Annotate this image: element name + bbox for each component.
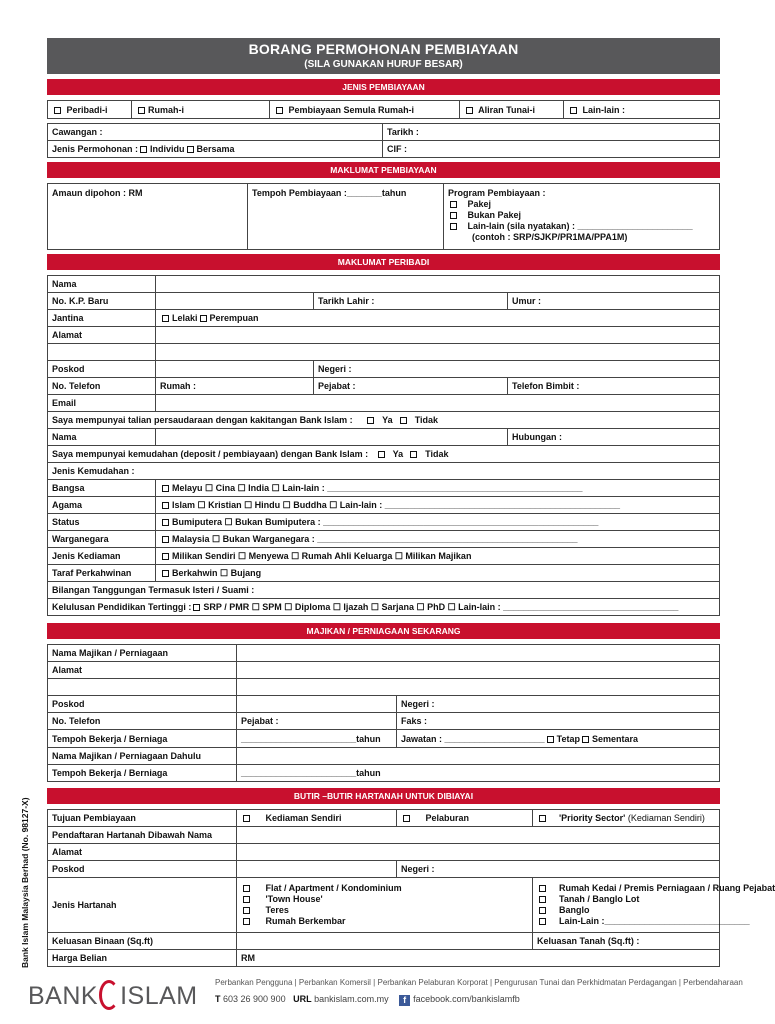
label-nama: Nama <box>48 276 156 293</box>
tempoh-dahulu-field[interactable]: _______________________tahun <box>237 765 720 782</box>
checkbox[interactable] <box>162 570 169 577</box>
label-nama-saudara: Nama <box>48 429 156 446</box>
label-tujuan: Tujuan Pembiayaan <box>48 810 237 827</box>
jenis-hartanah-col1[interactable]: Flat / Apartment / Kondominium 'Town House' Teres Rumah Berkembar <box>237 878 533 933</box>
status-options[interactable]: Bumiputera ☐ Bukan Bumiputera : _______________________________________________________ <box>156 514 720 531</box>
label-status: Status <box>48 514 156 531</box>
section-header-peribadi: MAKLUMAT PERIBADI <box>47 254 720 270</box>
checkbox[interactable] <box>400 417 407 424</box>
label-alamat-majikan: Alamat <box>48 662 237 679</box>
bimbit-field[interactable]: Telefon Bimbit : <box>508 378 720 395</box>
majikan-table <box>47 644 720 782</box>
label-kediaman: Jenis Kediaman <box>48 548 156 565</box>
option-peribadi[interactable]: Peribadi-i <box>48 101 132 119</box>
alamat-majikan-input-2[interactable] <box>237 679 720 696</box>
kediaman-option[interactable]: Kediaman Sendiri <box>237 810 397 827</box>
warganegara-options[interactable]: Malaysia ☐ Bukan Warganegara : ____________________________________________________ <box>156 531 720 548</box>
agama-options[interactable]: Islam ☐ Kristian ☐ Hindu ☐ Buddha ☐ Lain-lain : _______________________________________________ <box>156 497 720 514</box>
poskod-hartanah-input[interactable] <box>237 861 397 878</box>
footer <box>0 972 768 1024</box>
checkbox[interactable] <box>187 146 194 153</box>
checkbox[interactable] <box>162 502 169 509</box>
label-telefon: No. Telefon <box>48 378 156 395</box>
option-semula[interactable]: Pembiayaan Semula Rumah-i <box>270 101 460 119</box>
checkbox[interactable] <box>140 146 147 153</box>
nama-majikan-input[interactable] <box>237 645 720 662</box>
label-poskod-hartanah: Poskod <box>48 861 237 878</box>
bangsa-options[interactable]: Melayu ☐ Cina ☐ India ☐ Lain-lain : ___________________________________________________ <box>156 480 720 497</box>
jenis-pembiayaan-table <box>47 100 720 119</box>
label-keluasan-binaan: Keluasan Binaan (Sq.ft) <box>48 933 237 950</box>
priority-option[interactable]: 'Priority Sector' (Kediaman Sendiri) <box>533 810 720 827</box>
tanggungan-field[interactable]: Bilangan Tanggungan Termasuk Isteri / Suami : <box>48 582 720 599</box>
faks-field[interactable]: Faks : <box>397 713 720 730</box>
checkbox[interactable] <box>539 907 546 914</box>
checkbox[interactable] <box>162 315 169 322</box>
kediaman-options[interactable]: Milikan Sendiri ☐ Menyewa ☐ Rumah Ahli Keluarga ☐ Milikan Majikan <box>156 548 720 565</box>
bank-islam-logo: BANK ISLAM <box>28 982 198 1010</box>
section-header-majikan: MAJIKAN / PERNIAGAAN SEKARANG <box>47 623 720 639</box>
tarikh-lahir-field[interactable]: Tarikh Lahir : <box>314 293 508 310</box>
label-pendaftaran: Pendaftaran Hartanah Dibawah Nama <box>48 827 237 844</box>
checkbox[interactable] <box>162 553 169 560</box>
checkbox[interactable] <box>539 896 546 903</box>
label-warganegara: Warganegara <box>48 531 156 548</box>
footer-contact: T 603 26 900 900 URL bankislam.com.my f facebook.com/bankislamfb <box>215 994 520 1005</box>
company-registration-side: Bank Islam Malaysia Berhad (No. 98127-X) <box>20 797 30 968</box>
poskod-majikan-input[interactable] <box>237 696 397 713</box>
checkbox[interactable] <box>539 918 546 925</box>
cif-field[interactable]: CIF : <box>383 141 720 158</box>
checkbox[interactable] <box>450 212 457 219</box>
checkbox[interactable] <box>403 815 410 822</box>
tempoh-bekerja-field[interactable]: _______________________tahun <box>237 730 397 748</box>
keluasan-binaan-input[interactable] <box>237 933 533 950</box>
label-alamat-hartanah: Alamat <box>48 844 237 861</box>
checkbox[interactable] <box>276 107 283 114</box>
jenis-permohonan-field[interactable]: Jenis Permohonan : Individu Bersama <box>48 141 383 158</box>
maklumat-pembiayaan-table <box>47 183 720 250</box>
checkbox[interactable] <box>243 815 250 822</box>
checkbox[interactable] <box>367 417 374 424</box>
tempoh-field[interactable]: Tempoh Pembiayaan :_______tahun <box>248 184 444 250</box>
negeri-field[interactable]: Negeri : <box>314 361 720 378</box>
label-bangsa: Bangsa <box>48 480 156 497</box>
label-poskod: Poskod <box>48 361 156 378</box>
checkbox[interactable] <box>162 536 169 543</box>
checkbox[interactable] <box>539 815 546 822</box>
checkbox[interactable] <box>54 107 61 114</box>
talian-row[interactable]: Saya mempunyai talian persaudaraan dengan kakitangan Bank Islam : Ya Tidak <box>48 412 720 429</box>
checkbox[interactable] <box>243 918 250 925</box>
harga-belian-field[interactable]: RM <box>237 950 720 967</box>
label-telefon-majikan: No. Telefon <box>48 713 237 730</box>
pendidikan-row[interactable]: Kelulusan Pendidikan Tertinggi : SRP / PMR ☐ SPM ☐ Diploma ☐ Ijazah ☐ Sarjana ☐ PhD ☐ Lain-lain : ___________________________________ <box>48 599 720 616</box>
label-jenis-hartanah: Jenis Hartanah <box>48 878 237 933</box>
keluasan-tanah-field[interactable]: Keluasan Tanah (Sq.ft) : <box>533 933 720 950</box>
label-majikan-dahulu: Nama Majikan / Perniagaan Dahulu <box>48 748 237 765</box>
hubungan-field[interactable]: Hubungan : <box>508 429 720 446</box>
label-nama-majikan: Nama Majikan / Perniagaan <box>48 645 237 662</box>
negeri-majikan-field[interactable]: Negeri : <box>397 696 720 713</box>
jenis-kemudahan-field[interactable]: Jenis Kemudahan : <box>48 463 720 480</box>
nama-input[interactable] <box>156 276 720 293</box>
alamat-hartanah-input[interactable] <box>237 844 720 861</box>
section-header-jenis: JENIS PEMBIAYAAN <box>47 79 720 95</box>
cawangan-table <box>47 123 720 158</box>
checkbox[interactable] <box>162 485 169 492</box>
alamat-majikan-input[interactable] <box>237 662 720 679</box>
footer-url[interactable]: bankislam.com.my <box>314 994 389 1004</box>
jenis-hartanah-col2[interactable]: Rumah Kedai / Premis Perniagaan / Ruang Pejabat Tanah / Banglo Lot Banglo Lain-Lain :_____________________________ <box>533 878 720 933</box>
label-perkahwinan: Taraf Perkahwinan <box>48 565 156 582</box>
form-title-bar <box>47 38 720 74</box>
negeri-hartanah-field[interactable]: Negeri : <box>397 861 720 878</box>
label-kp: No. K.P. Baru <box>48 293 156 310</box>
form-title: BORANG PERMOHONAN PEMBIAYAAN <box>248 41 519 57</box>
umur-field[interactable]: Umur : <box>508 293 720 310</box>
checkbox[interactable] <box>570 107 577 114</box>
section-header-hartanah: BUTIR –BUTIR HARTANAH UNTUK DIBIAYAI <box>47 788 720 804</box>
cawangan-field[interactable]: Cawangan : <box>48 124 383 141</box>
checkbox[interactable] <box>539 885 546 892</box>
nama-saudara-input[interactable] <box>156 429 508 446</box>
label-email: Email <box>48 395 156 412</box>
label-tempoh-bekerja: Tempoh Bekerja / Berniaga <box>48 730 237 748</box>
facebook-icon: f <box>399 995 410 1006</box>
pendaftaran-input[interactable] <box>237 827 720 844</box>
checkbox[interactable] <box>138 107 145 114</box>
label-jantina: Jantina <box>48 310 156 327</box>
poskod-input[interactable] <box>156 361 314 378</box>
checkbox[interactable] <box>162 519 169 526</box>
option-rumah[interactable]: Rumah-i <box>132 101 270 119</box>
alamat-majikan-cont <box>48 679 237 696</box>
logo-swoosh-icon <box>99 980 119 1010</box>
hartanah-table <box>47 809 775 967</box>
checkbox[interactable] <box>410 451 417 458</box>
email-input[interactable] <box>156 395 720 412</box>
checkbox[interactable] <box>243 907 250 914</box>
label-tempoh-dahulu: Tempoh Bekerja / Berniaga <box>48 765 237 782</box>
option-lain[interactable]: Lain-lain : <box>564 101 720 119</box>
pejabat-majikan-field[interactable]: Pejabat : <box>237 713 397 730</box>
maklumat-peribadi-table <box>47 275 720 616</box>
checkbox[interactable] <box>243 885 250 892</box>
option-aliran[interactable]: Aliran Tunai-i <box>460 101 564 119</box>
label-alamat: Alamat <box>48 327 156 344</box>
pelaburan-option[interactable]: Pelaburan <box>397 810 533 827</box>
perkahwinan-options[interactable]: Berkahwin ☐ Bujang <box>156 565 720 582</box>
jawatan-field[interactable]: Jawatan : ____________________ Tetap Sementara <box>397 730 720 748</box>
checkbox[interactable] <box>243 896 250 903</box>
label-poskod-majikan: Poskod <box>48 696 237 713</box>
footer-services: Perbankan Pengguna | Perbankan Komersil | Perbankan Pelaburan Korporat | Pengurusan Tunai dan Perkhidmatan Perdagangan | Perbendaharaan <box>215 978 743 987</box>
label-harga-belian: Harga Belian <box>48 950 237 967</box>
majikan-dahulu-input[interactable] <box>237 748 720 765</box>
label-agama: Agama <box>48 497 156 514</box>
form-subtitle: (SILA GUNAKAN HURUF BESAR) <box>304 59 463 70</box>
checkbox[interactable] <box>193 604 200 611</box>
checkbox[interactable] <box>466 107 473 114</box>
checkbox[interactable] <box>582 736 589 743</box>
tarikh-field[interactable]: Tarikh : <box>383 124 720 141</box>
alamat-input-2[interactable] <box>156 344 720 361</box>
checkbox[interactable] <box>547 736 554 743</box>
amaun-field[interactable]: Amaun dipohon : RM <box>48 184 248 250</box>
checkbox[interactable] <box>450 223 457 230</box>
checkbox[interactable] <box>200 315 207 322</box>
checkbox[interactable] <box>450 201 457 208</box>
kp-input[interactable] <box>156 293 314 310</box>
kemudahan-row[interactable]: Saya mempunyai kemudahan (deposit / pembiayaan) dengan Bank Islam : Ya Tidak <box>48 446 720 463</box>
pejabat-field[interactable]: Pejabat : <box>314 378 508 395</box>
rumah-field[interactable]: Rumah : <box>156 378 314 395</box>
section-header-pembiayaan: MAKLUMAT PEMBIAYAAN <box>47 162 720 178</box>
alamat-cont-label <box>48 344 156 361</box>
alamat-input[interactable] <box>156 327 720 344</box>
checkbox[interactable] <box>378 451 385 458</box>
jantina-options[interactable]: Lelaki Perempuan <box>156 310 720 327</box>
program-field[interactable]: Program Pembiayaan : Pakej Bukan Pakej Lain-lain (sila nyatakan) : _______________________ (contoh : SRP/SJKP/PR1MA/PPA1M) <box>444 184 720 250</box>
footer-facebook[interactable]: facebook.com/bankislamfb <box>413 994 520 1004</box>
